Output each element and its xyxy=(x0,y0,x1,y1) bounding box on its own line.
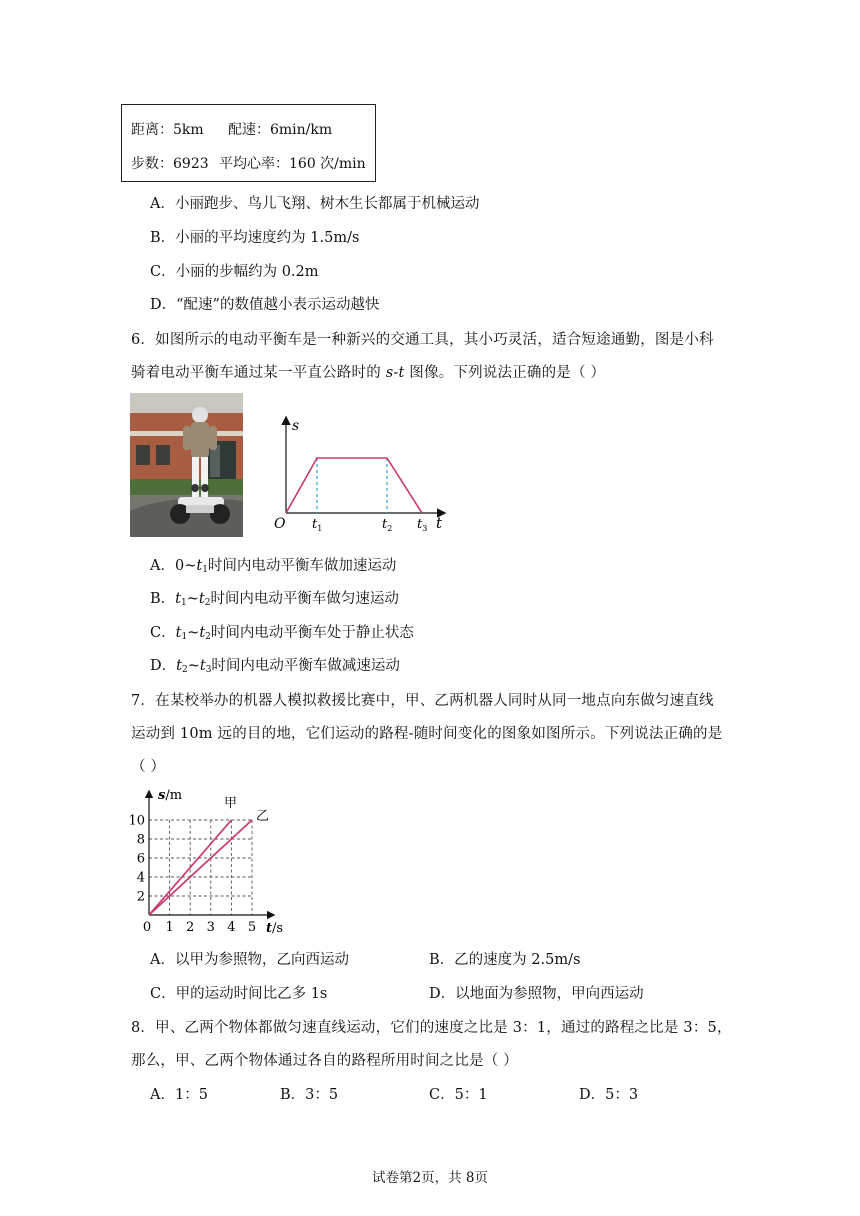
q8-option-a: A．1：5 xyxy=(150,1087,208,1103)
q6-tick-t1: $t_1$ xyxy=(312,517,323,533)
q6-option-c: C．$t_1\sim t_2$时间内电动平衡车处于静止状态 xyxy=(150,625,414,642)
q7-stem-line3: （ ） xyxy=(131,759,166,775)
q8-option-c: C．5：1 xyxy=(429,1087,488,1103)
q6-tick-t3: $t_3$ xyxy=(417,517,428,533)
q6-option-d: D．$t_2\sim t_3$时间内电动平衡车做减速运动 xyxy=(150,658,400,675)
q6-y-label: s xyxy=(292,418,300,434)
info-steps: 步数：6923 xyxy=(131,156,209,172)
q5-option-b: B．小丽的平均速度约为 1.5m/s xyxy=(150,230,360,246)
q6-x-label: t xyxy=(436,514,443,532)
q7-x-label: t/s xyxy=(266,921,284,936)
q7-y-tick-label: 4 xyxy=(136,870,145,886)
q7-option-b: B．乙的速度为 2.5m/s xyxy=(429,952,581,968)
q8-option-d: D．5：3 xyxy=(579,1087,639,1103)
q8-stem-line1: 8．甲、乙两个物体都做匀速直线运动，它们的速度之比是 3：1，通过的路程之比是 3：5， xyxy=(131,1020,732,1036)
q8-stem-line2: 那么，甲、乙两个物体通过各自的路程所用时间之比是（ ） xyxy=(131,1053,519,1069)
info-pace: 配速：6min/km xyxy=(228,122,333,138)
q7-series-line-yi xyxy=(149,820,252,915)
q6-option-b: B．$t_1\sim t_2$时间内电动平衡车做匀速运动 xyxy=(150,591,399,608)
q7-option-c: C．甲的运动时间比乙多 1s xyxy=(150,986,328,1002)
q5-option-c: C．小丽的步幅约为 0.2m xyxy=(150,264,319,280)
q6-st-graph xyxy=(270,410,455,535)
q6-tick-t2: $t_2$ xyxy=(382,517,393,533)
q7-series-line-jia xyxy=(149,820,231,915)
q7-x-tick-label: 5 xyxy=(247,920,257,935)
q6-st-line xyxy=(286,458,422,513)
q7-series-label-yi: 乙 xyxy=(256,809,270,824)
info-distance: 距离：5km xyxy=(131,122,204,138)
q7-y-tick-label: 10 xyxy=(128,813,145,829)
running-info-box xyxy=(121,104,376,182)
q7-x-tick-label: 0 xyxy=(142,920,152,935)
q8-option-b: B．3：5 xyxy=(280,1087,339,1103)
balance-scooter-photo xyxy=(130,393,243,537)
q7-x-tick-label: 1 xyxy=(165,920,174,935)
q7-option-a: A．以甲为参照物，乙向西运动 xyxy=(150,952,349,968)
q6-stem-line1: 6．如图所示的电动平衡车是一种新兴的交通工具，其小巧灵活，适合短途通勤，图是小科 xyxy=(131,332,714,348)
q7-y-tick-label: 2 xyxy=(136,889,145,905)
q5-option-a: A．小丽跑步、鸟儿飞翔、树木生长都属于机械运动 xyxy=(150,196,480,212)
q7-y-tick-label: 8 xyxy=(136,832,145,848)
q7-option-d: D．以地面为参照物，甲向西运动 xyxy=(429,986,644,1002)
info-heart-rate: 平均心率：160 次/min xyxy=(219,156,366,172)
page-footer: 试卷第2页，共 8页 xyxy=(372,1170,488,1186)
q7-chart xyxy=(125,782,285,937)
q7-series-label-jia: 甲 xyxy=(224,796,238,811)
q7-x-tick-label: 2 xyxy=(186,920,195,935)
q6-stem-line2: 骑着电动平衡车通过某一平直公路时的 s-t 图像。下列说法正确的是（ ） xyxy=(131,365,606,381)
q6-origin-label: O xyxy=(274,516,286,532)
q6-option-a: A．$0\sim t_1$时间内电动平衡车做加速运动 xyxy=(150,558,397,575)
q7-x-tick-label: 3 xyxy=(206,920,215,935)
q7-y-tick-label: 6 xyxy=(136,851,145,867)
q7-y-label: s/m xyxy=(158,788,183,803)
q5-option-d: D．“配速”的数值越小表示运动越快 xyxy=(150,297,380,313)
q7-x-tick-label: 4 xyxy=(227,920,236,935)
q7-stem-line1: 7．在某校举办的机器人模拟救援比赛中，甲、乙两机器人同时从同一地点向东做匀速直线 xyxy=(131,693,714,709)
q7-stem-line2: 运动到 10m 远的目的地，它们运动的路程-随时间变化的图象如图所示。下列说法正确的是 xyxy=(131,726,723,742)
